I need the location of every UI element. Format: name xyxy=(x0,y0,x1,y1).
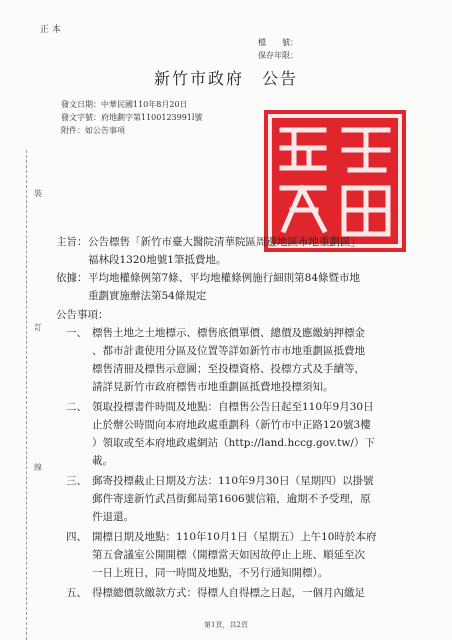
item-line: 開標日期及地點：110年10月1日（星期五）上午10時於本府 xyxy=(92,531,377,543)
item-line: 第五會議室公開開標（開標當天如因故停止上班、順延至次 xyxy=(92,549,365,561)
margin-mark-line: 線 xyxy=(34,463,42,472)
margin-mark-staple: 訂 xyxy=(34,323,42,332)
issue-date: 發文日期：中華民國110年8月20日 xyxy=(61,100,188,109)
item-line: 載。 xyxy=(92,455,113,467)
margin-mark-bind: 裝 xyxy=(34,189,42,198)
copy-mark: 正 本 xyxy=(40,25,61,35)
item-line: 件退還。 xyxy=(92,511,134,523)
basis-text-line2: 重劃實施辦法第54條規定 xyxy=(88,290,207,302)
issue-doc-number: 發文字號：府地劃字第1100123991l號 xyxy=(61,113,203,122)
official-seal-stamp xyxy=(264,110,406,252)
attachment-note: 附件：如公告事項 xyxy=(61,126,125,135)
retention-label: 保存年限： xyxy=(258,51,298,60)
notice-label: 公告事項： xyxy=(56,309,109,321)
subject-text-line2: 福林段1320地號1筆抵費地。 xyxy=(88,254,227,266)
item-number: 二、 xyxy=(66,401,87,413)
item-line: ）領取或至本府地政處網站（http://land.hccg.gov.tw/）下 xyxy=(92,437,375,449)
item-line: 、都市計畫使用分區及位置等詳如新竹市市地重劃區抵費地 xyxy=(92,345,365,357)
subject-label: 主旨： xyxy=(56,236,88,248)
page-footer: 第1頁，共2頁 xyxy=(204,621,248,629)
item-line: 郵件寄達新竹武昌街郵局第1606號信箱，逾期不予受理，原 xyxy=(92,493,371,505)
item-line: 郵寄投標截止日期及方法：110年9月30日（星期四）以掛號 xyxy=(92,475,374,487)
item-line: 領取投標書件時間及地點：自標售公告日起至110年9月30日 xyxy=(92,401,374,413)
item-line: 請詳見新竹市政府標售市地重劃區抵費地投標須知。 xyxy=(92,381,334,393)
item-number: 三、 xyxy=(66,475,87,487)
item-number: 四、 xyxy=(66,531,87,543)
item-line: 標售清冊及標售示意圖；至投標資格、投標方式及手續等， xyxy=(92,363,365,375)
item-line: 一日上班日，同一時間及地點，不另行通知開標）。 xyxy=(92,567,329,579)
item-number: 一、 xyxy=(66,327,87,339)
subject-text-line1: 公告標售「新竹市臺大醫院清華院區周邊地區市地重劃區」 xyxy=(88,236,361,248)
basis-label: 依據： xyxy=(56,272,88,284)
basis-text-line1: 平均地權條例第7條、平均地權條例施行細則第84條暨市地 xyxy=(88,272,361,284)
binding-line xyxy=(26,150,27,640)
item-number: 五、 xyxy=(66,587,87,599)
file-no-label: 檔 號： xyxy=(258,38,298,47)
page-title: 新竹市政府 公告 xyxy=(153,69,298,88)
item-line: 止於辦公時間向本府地政處重劃科（新竹市中正路120號3樓 xyxy=(92,419,371,431)
item-line: 標售土地之土地標示、標售底價單價、總價及應繳納押標金 xyxy=(92,327,365,339)
item-line: 得標總價款繳款方式：得標人自得標之日起，一個月內繳足 xyxy=(92,587,365,599)
